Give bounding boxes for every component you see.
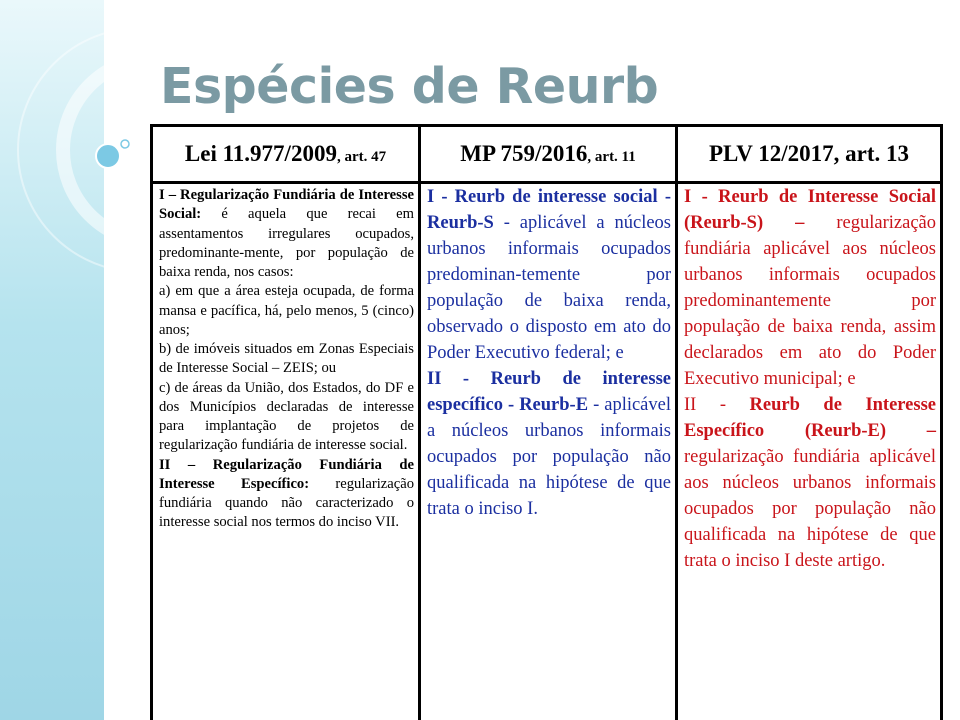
comparison-table [150, 124, 943, 720]
dot-small-icon [121, 140, 129, 148]
page-title: Espécies de Reurb [160, 58, 659, 115]
table-row [152, 183, 942, 720]
header-lei-11977: Lei 11.977/2009, art. 47 [152, 126, 420, 183]
dot-large-icon [96, 144, 120, 168]
cell-plv-12: I - Reurb de Interesse Social (Reurb-S) – regularização fundiária aplicável aos núcleos urbanos informais ocupados predominantemente por população de baixa renda, assim declarados em ato do Poder Executivo municipal; e II - Reurb de Interesse Específico (Reurb-E) – regularização fundiária aplicável aos núcleos urbanos informais ocupados por população não qualificada na hipótese de que trata o inciso I deste artigo. [677, 183, 942, 720]
header-plv-12: PLV 12/2017, art. 13 [677, 126, 942, 183]
header-mp-759: MP 759/2016, art. 11 [420, 126, 677, 183]
cell-mp-759: I - Reurb de interesse social - Reurb-S - aplicável a núcleos urbanos informais ocupados predominan-temente por população de baixa renda, observado o disposto em ato do Poder Executivo federal; e II - Reurb de interesse específico - Reurb-E - aplicável a núcleos urbanos informais ocupados por população não qualificada na hipótese de que trata o inciso I. [420, 183, 677, 720]
cell-lei-11977: I – Regularização Fundiária de Interesse Social: é aquela que recai em assentamentos irregulares ocupados, predominante-mente, por população de baixa renda, nos casos: a) em que a área esteja ocupada, de forma mansa e pacífica, há, pelo menos, 5 (cinco) anos; b) de imóveis situados em Zonas Especiais de Interesse Social – ZEIS; ou c) de áreas da União, dos Estados, do DF e dos Municípios declaradas de interesse para implantação de projetos de regularização fundiária de interesse social. II – Regularização Fundiária de Interesse Específico: regularização fundiária quando não caracterizado o interesse social nos termos do inciso VII. [152, 183, 420, 720]
table-header-row [152, 126, 942, 183]
